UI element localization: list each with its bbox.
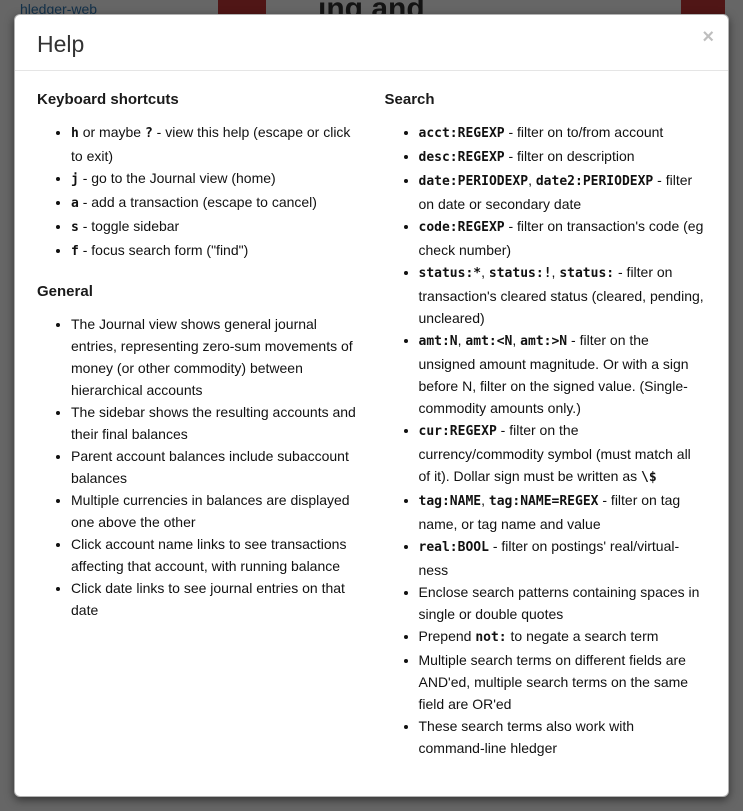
help-list-item bbox=[419, 145, 705, 169]
code-term: status:! bbox=[488, 266, 552, 282]
text-segment: Multiple currencies in balances are displayed one above the other bbox=[71, 492, 350, 531]
close-icon[interactable]: × bbox=[702, 26, 714, 48]
text-segment: Click account name links to see transactions affecting that account, with running balance bbox=[71, 536, 347, 575]
section-heading-general: General bbox=[37, 283, 93, 301]
text-segment: - filter on the unsigned amount magnitude. Or with a sign before N, filter on the signed value. (Single-commodity amounts only.) bbox=[418, 332, 689, 417]
right-column bbox=[371, 91, 719, 759]
text-segment: , bbox=[512, 332, 521, 349]
code-term: date2:PERIODEXP bbox=[535, 174, 654, 190]
code-term: \$ bbox=[641, 470, 657, 486]
code-term: status:* bbox=[418, 266, 482, 282]
text-segment: - filter on to/from account bbox=[504, 124, 664, 141]
text-segment: , bbox=[481, 492, 489, 509]
code-term: real:BOOL bbox=[418, 540, 489, 556]
section-heading-search: Search bbox=[384, 91, 435, 109]
code-term: s bbox=[71, 220, 79, 236]
code-term: amt:N bbox=[418, 334, 458, 350]
modal-header bbox=[15, 15, 728, 71]
text-segment: - filter on tag name, or tag name and value bbox=[418, 492, 681, 533]
code-term: acct:REGEXP bbox=[418, 126, 505, 142]
text-segment: - go to the Journal view (home) bbox=[78, 170, 276, 187]
text-segment: - filter on description bbox=[504, 148, 635, 165]
help-list-item bbox=[71, 167, 357, 191]
text-segment: The Journal view shows general journal entries, representing zero-sum movements of money (or other commodity) between hierarchical accounts bbox=[71, 316, 353, 399]
help-list-item bbox=[71, 533, 357, 577]
text-segment: Enclose search patterns containing spaces in single or double quotes bbox=[418, 584, 700, 623]
help-list-item bbox=[71, 489, 357, 533]
section-heading-keyboard-shortcuts: Keyboard shortcuts bbox=[37, 91, 179, 109]
code-term: h bbox=[71, 126, 79, 142]
text-segment: , bbox=[528, 172, 536, 189]
code-term: amt:>N bbox=[520, 334, 568, 350]
text-segment: - filter on the currency/commodity symbol (must match all of it). Dollar sign must be written as bbox=[418, 422, 691, 485]
code-term: desc:REGEXP bbox=[418, 150, 505, 166]
left-column bbox=[23, 91, 371, 621]
help-list-item bbox=[71, 215, 357, 239]
help-list-item bbox=[419, 261, 705, 329]
text-segment: - filter on transaction's code (eg check number) bbox=[418, 218, 704, 259]
code-term: tag:NAME=REGEX bbox=[488, 494, 599, 510]
text-segment: - filter on transaction's cleared status (cleared, pending, uncleared) bbox=[418, 264, 704, 327]
modal-title: Help bbox=[37, 31, 85, 57]
section-search bbox=[385, 91, 705, 759]
text-segment: to negate a search term bbox=[506, 628, 659, 645]
search-list bbox=[399, 121, 705, 759]
text-segment: - add a transaction (escape to cancel) bbox=[78, 194, 317, 211]
help-list-item bbox=[71, 445, 357, 489]
help-list-item bbox=[419, 649, 705, 715]
text-segment: Parent account balances include subaccount balances bbox=[71, 448, 349, 487]
code-term: cur:REGEXP bbox=[418, 424, 497, 440]
text-segment: The sidebar shows the resulting accounts and their final balances bbox=[71, 404, 356, 443]
code-term: status: bbox=[559, 266, 615, 282]
help-list-item bbox=[419, 581, 705, 625]
text-segment: or maybe bbox=[78, 124, 145, 141]
help-list-item bbox=[71, 401, 357, 445]
text-segment: These search terms also work with command-line hledger bbox=[418, 718, 635, 757]
help-list-item bbox=[419, 715, 705, 759]
text-segment: Click date links to see journal entries on that date bbox=[71, 580, 345, 619]
text-segment: - toggle sidebar bbox=[78, 218, 180, 235]
help-list-item bbox=[419, 329, 705, 419]
text-segment: - filter on postings' real/virtual-ness bbox=[418, 538, 680, 579]
modal-body bbox=[15, 71, 728, 796]
help-list-item bbox=[419, 215, 705, 261]
code-term: f bbox=[71, 244, 79, 260]
help-list-item bbox=[71, 313, 357, 401]
text-segment: , bbox=[551, 264, 560, 281]
code-term: ? bbox=[144, 126, 153, 142]
code-term: not: bbox=[475, 630, 507, 646]
help-modal bbox=[14, 14, 729, 797]
help-list-item bbox=[419, 419, 705, 489]
text-segment: , bbox=[481, 264, 489, 281]
text-segment: - filter on date or secondary date bbox=[418, 172, 693, 213]
code-term: code:REGEXP bbox=[418, 220, 505, 236]
help-list-item bbox=[419, 121, 705, 145]
text-segment: Prepend bbox=[418, 628, 476, 645]
help-list-item bbox=[419, 535, 705, 581]
text-segment: Multiple search terms on different fields are AND'ed, multiple search terms on the same field are OR'ed bbox=[418, 652, 689, 713]
section-general bbox=[37, 283, 357, 621]
text-segment: - focus search form ("find") bbox=[78, 242, 249, 259]
help-list-item bbox=[71, 191, 357, 215]
code-term: date:PERIODEXP bbox=[418, 174, 529, 190]
general-list bbox=[51, 313, 357, 621]
help-list-item bbox=[71, 121, 357, 167]
help-list-item bbox=[419, 625, 705, 649]
help-list-item bbox=[71, 239, 357, 263]
help-list-item bbox=[419, 169, 705, 215]
help-list-item bbox=[419, 489, 705, 535]
keyboard-shortcuts-list bbox=[51, 121, 357, 263]
code-term: j bbox=[71, 172, 79, 188]
section-keyboard-shortcuts bbox=[37, 91, 357, 263]
code-term: amt:<N bbox=[465, 334, 513, 350]
code-term: a bbox=[71, 196, 79, 212]
text-segment: , bbox=[457, 332, 466, 349]
text-segment: - view this help (escape or click to exit) bbox=[71, 124, 351, 165]
code-term: tag:NAME bbox=[418, 494, 482, 510]
help-list-item bbox=[71, 577, 357, 621]
